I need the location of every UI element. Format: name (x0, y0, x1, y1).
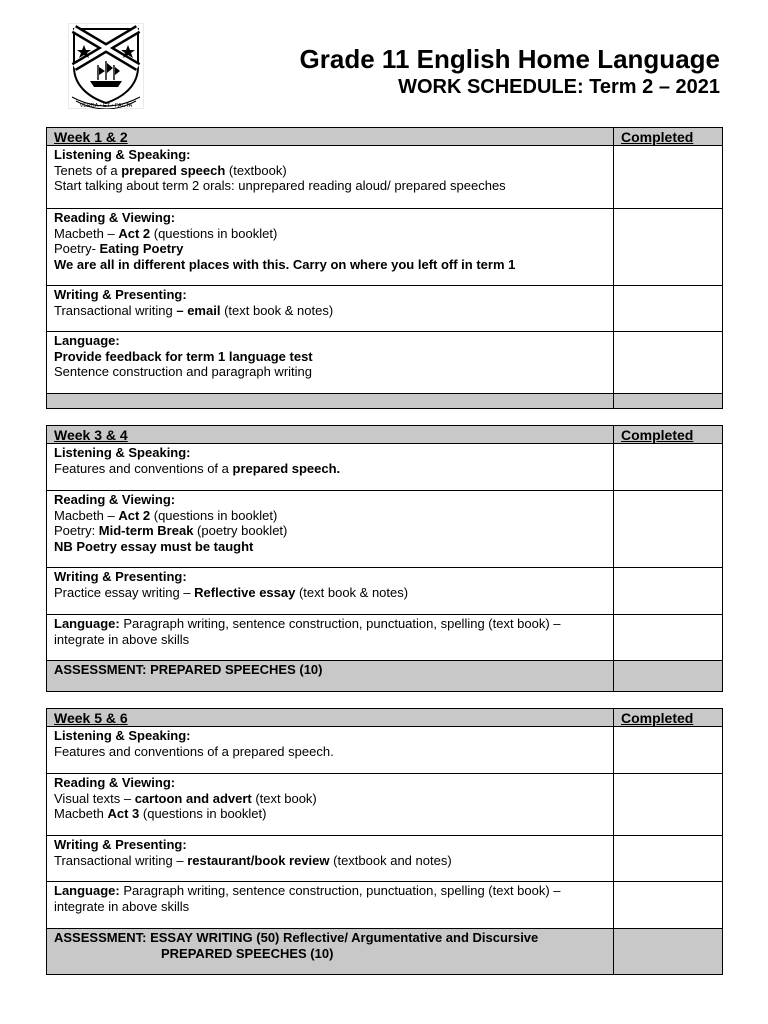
week-5-6-table (46, 708, 723, 975)
assessment-row (47, 661, 723, 692)
section-heading: Writing & Presenting: (54, 569, 187, 584)
completed-header: Completed (614, 426, 723, 444)
completed-header: Completed (614, 709, 723, 727)
svg-text:VERBA • ET • FACTA: VERBA • ET • FACTA (79, 103, 133, 109)
week-title: Week 3 & 4 (47, 426, 614, 444)
writing-presenting-row: Writing & Presenting: Transactional writing – restaurant/book review (textbook and notes) (47, 836, 723, 882)
completed-cell[interactable] (614, 491, 723, 568)
language-row: Language: Paragraph writing, sentence construction, punctuation, spelling (text book) – integrate in above skills (47, 882, 723, 929)
listening-speaking-row: Listening & Speaking: Features and conventions of a prepared speech. (47, 727, 723, 774)
section-heading: Listening & Speaking: (54, 445, 191, 460)
completed-cell[interactable] (614, 774, 723, 836)
table-header-row (47, 426, 723, 444)
table-header-row (47, 128, 723, 146)
week-3-4-table (46, 425, 723, 692)
completed-cell[interactable] (614, 394, 723, 409)
assessment-row (47, 394, 723, 409)
completed-cell[interactable] (614, 661, 723, 692)
section-heading: Reading & Viewing: (54, 775, 176, 790)
completed-cell[interactable] (614, 882, 723, 929)
title-block (300, 44, 720, 100)
section-heading: Language: (54, 333, 120, 348)
completed-cell[interactable] (614, 568, 723, 615)
section-heading: Language: (54, 616, 120, 631)
assessment-text: ASSESSMENT: ESSAY WRITING (50) Reflective/ Argumentative and Discursive (54, 930, 539, 945)
section-heading: Writing & Presenting: (54, 287, 187, 302)
page-subtitle: WORK SCHEDULE: Term 2 – 2021 (398, 76, 720, 98)
completed-cell[interactable] (614, 727, 723, 774)
completed-cell[interactable] (614, 444, 723, 491)
section-heading: Writing & Presenting: (54, 837, 187, 852)
week-title: Week 5 & 6 (47, 709, 614, 727)
assessment-text (47, 394, 614, 409)
week-title: Week 1 & 2 (47, 128, 614, 146)
completed-cell[interactable] (614, 286, 723, 332)
completed-cell[interactable] (614, 209, 723, 286)
section-heading: Listening & Speaking: (54, 147, 191, 162)
section-heading: Language: (54, 883, 120, 898)
listening-speaking-row: Listening & Speaking: Tenets of a prepared speech (textbook) Start talking about term 2 orals: unprepared reading aloud/ prepared speeches (47, 146, 723, 209)
completed-cell[interactable] (614, 615, 723, 661)
listening-speaking-row: Listening & Speaking: Features and conventions of a prepared speech. (47, 444, 723, 491)
section-heading: Reading & Viewing: (54, 210, 176, 225)
completed-cell[interactable] (614, 836, 723, 882)
completed-cell[interactable] (614, 332, 723, 394)
page-title: Grade 11 English Home Language (299, 44, 720, 74)
writing-presenting-row: Writing & Presenting: Practice essay writing – Reflective essay (text book & notes) (47, 568, 723, 615)
week-1-2-table (46, 127, 723, 409)
assessment-text: ASSESSMENT: PREPARED SPEECHES (10) (47, 661, 614, 692)
completed-cell[interactable] (614, 146, 723, 209)
assessment-text-line-2: PREPARED SPEECHES (10) (161, 945, 334, 961)
school-crest-logo (68, 23, 144, 109)
section-heading: Listening & Speaking: (54, 728, 191, 743)
writing-presenting-row: Writing & Presenting: Transactional writing – email (text book & notes) (47, 286, 723, 332)
completed-cell[interactable] (614, 929, 723, 975)
reading-viewing-row: Reading & Viewing: Macbeth – Act 2 (questions in booklet) Poetry- Eating Poetry We are all in different places with this. Carry on where you left off in term 1 (47, 209, 723, 286)
section-heading: Reading & Viewing: (54, 492, 176, 507)
table-header-row (47, 709, 723, 727)
completed-header: Completed (614, 128, 723, 146)
reading-viewing-row: Reading & Viewing: Macbeth – Act 2 (questions in booklet) Poetry: Mid-term Break (poetry booklet) NB Poetry essay must be taught (47, 491, 723, 568)
language-row: Language: Provide feedback for term 1 language test Sentence construction and paragraph writing (47, 332, 723, 394)
language-row: Language: Paragraph writing, sentence construction, punctuation, spelling (text book) – integrate in above skills (47, 615, 723, 661)
assessment-row (47, 929, 723, 975)
reading-viewing-row: Reading & Viewing: Visual texts – cartoon and advert (text book) Macbeth Act 3 (questions in booklet) (47, 774, 723, 836)
